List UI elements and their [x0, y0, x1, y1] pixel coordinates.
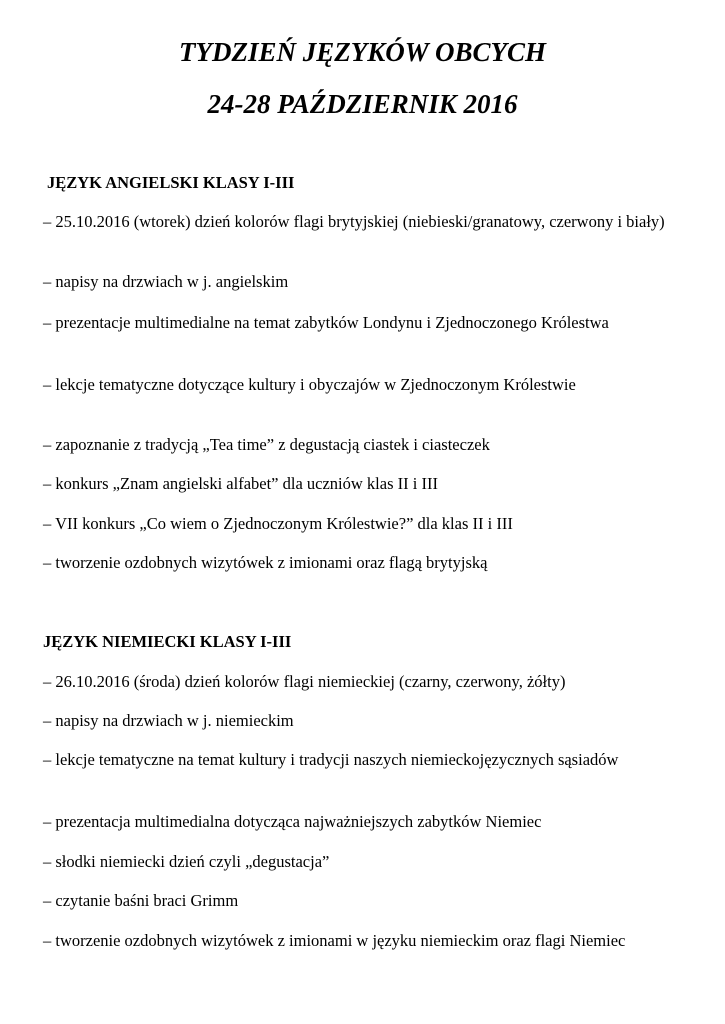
german-item-7: – tworzenie ozdobnych wizytówek z imionami w języku niemieckim oraz flagi Niemiec [43, 931, 626, 950]
english-item-2: – napisy na drzwiach w j. angielskim [43, 272, 289, 291]
english-item-8: – tworzenie ozdobnych wizytówek z imionami oraz flagą brytyjską [43, 553, 488, 572]
german-item-5: – słodki niemiecki dzień czyli „degustacja” [43, 852, 330, 871]
english-item-1: – 25.10.2016 (wtorek) dzień kolorów flagi brytyjskiej (niebieski/granatowy, czerwony i biały) [43, 212, 665, 231]
english-item-4: – lekcje tematyczne dotyczące kultury i obyczajów w Zjednoczonym Królestwie [43, 375, 576, 394]
page-date-range: 24-28 PAŹDZIERNIK 2016 [207, 89, 518, 119]
page-title: TYDZIEŃ JĘZYKÓW OBCYCH [178, 37, 547, 67]
english-heading: JĘZYK ANGIELSKI KLASY I-III [47, 173, 295, 192]
german-heading: JĘZYK NIEMIECKI KLASY I-III [43, 632, 292, 651]
english-item-3: – prezentacje multimedialne na temat zabytków Londynu i Zjednoczonego Królestwa [43, 313, 609, 332]
english-item-6: – konkurs „Znam angielski alfabet” dla uczniów klas II i III [43, 474, 438, 493]
german-item-1: – 26.10.2016 (środa) dzień kolorów flagi niemieckiej (czarny, czerwony, żółty) [43, 672, 566, 691]
english-item-5: – zapoznanie z tradycją „Tea time” z degustacją ciastek i ciasteczek [43, 435, 490, 454]
german-item-3: – lekcje tematyczne na temat kultury i tradycji naszych niemieckojęzycznych sąsiadów [43, 750, 619, 769]
english-item-7: – VII konkurs „Co wiem o Zjednoczonym Królestwie?” dla klas II i III [43, 514, 513, 533]
german-item-6: – czytanie baśni braci Grimm [43, 891, 239, 910]
german-item-2: – napisy na drzwiach w j. niemieckim [43, 711, 294, 730]
german-item-4: – prezentacja multimedialna dotycząca najważniejszych zabytków Niemiec [43, 812, 542, 831]
